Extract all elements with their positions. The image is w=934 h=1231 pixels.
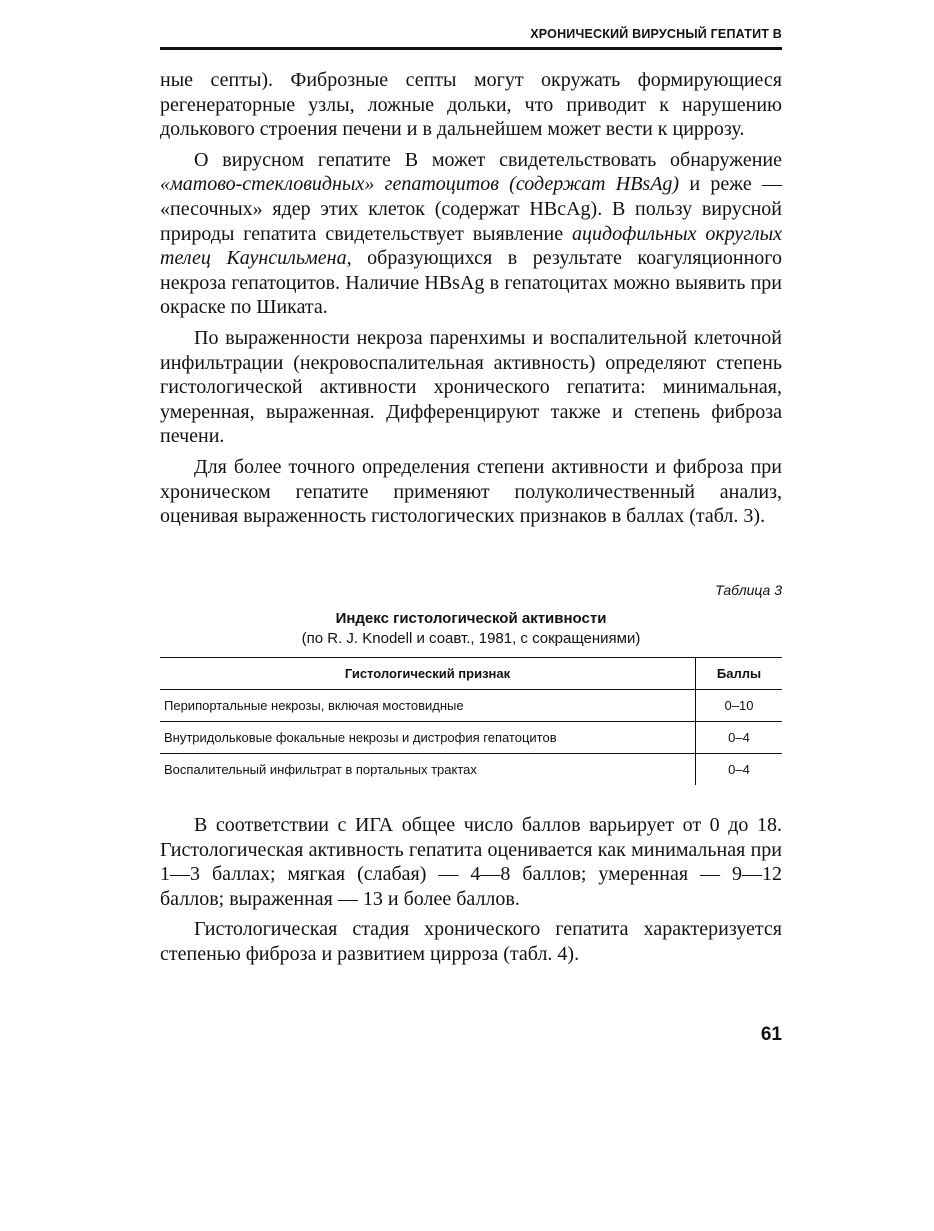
table-header-row — [160, 658, 782, 690]
paragraph-2-emphasis-2: ацидофильных округлых телец Каунсильмена — [160, 222, 782, 270]
row-3-score: 0–4 — [696, 754, 783, 786]
activity-index-table — [160, 657, 782, 785]
paragraph-1: ные септы). Фиброзные септы могут окружать формирующиеся регенераторные узлы, ложные дольки, что приводит к нарушению долькового строения печени и в дальнейшем может вести к циррозу. — [160, 69, 782, 141]
row-2-feature: Внутридольковые фокальные некрозы и дистрофия гепатоцитов — [160, 722, 696, 754]
paragraph-3: По выраженности некроза паренхимы и воспалительной клеточной инфильтрации (некровоспалительная активность) определяют степень гистологической активности хронического гепатита: минимальная, умеренная, выраженная. Дифференцируют также и степень фиброза печени. — [160, 326, 782, 448]
table-label: Таблица 3 — [715, 582, 782, 598]
row-1-score: 0–10 — [696, 690, 783, 722]
table-row — [160, 690, 782, 722]
body-text-bottom — [160, 813, 782, 973]
table-3 — [160, 582, 782, 785]
table-row — [160, 722, 782, 754]
paragraph-6: Гистологическая стадия хронического гепатита характеризуется степенью фиброза и развитием цирроза (табл. 4). — [160, 918, 782, 965]
row-3-feature: Воспалительный инфильтрат в портальных трактах — [164, 762, 477, 777]
row-1-feature: Перипортальные некрозы, включая мостовидные — [160, 690, 696, 722]
page-number: 61 — [760, 1024, 782, 1045]
body-text-top — [160, 68, 782, 535]
paragraph-2-part-b: и реже — «песочных» ядер этих клеток (содержат HBcAg). В пользу вирусной природы гепатита свидетельствует выявление — [160, 173, 783, 245]
paragraph-2 — [160, 148, 782, 320]
header-rule — [160, 47, 782, 50]
table-subtitle: (по R. J. Knodell и соавт., 1981, с сокращениями) — [301, 630, 641, 647]
table-title: Индекс гистологической активности — [335, 610, 607, 627]
row-2-score: 0–4 — [696, 722, 783, 754]
header-score: Баллы — [696, 658, 783, 690]
table-row — [160, 754, 782, 786]
paragraph-2-part-c: , образующихся в результате коагуляционного некроза гепатоцитов. Наличие HBsAg в гепатоцитах можно выявить при окраске по Шиката. — [160, 247, 782, 319]
paragraph-4: Для более точного определения степени активности и фиброза при хроническом гепатите применяют полуколичественный анализ, оценивая выраженность гистологических признаков в баллах (табл. 3). — [160, 455, 782, 528]
running-head: ХРОНИЧЕСКИЙ ВИРУСНЫЙ ГЕПАТИТ В — [530, 27, 782, 41]
paragraph-2-emphasis-1: «матово-стекловидных» гепатоцитов (содержат HBsAg) — [160, 173, 680, 196]
paragraph-5: В соответствии с ИГА общее число баллов варьирует от 0 до 18. Гистологическая активность гепатита оценивается как минимальная при 1—3 баллах; мягкая (слабая) — 4—8 баллов; умеренная — 9—12 баллов; выраженная — 13 и более баллов. — [160, 814, 782, 910]
header-feature: Гистологический признак — [160, 658, 696, 690]
paragraph-2-part-a: О вирусном гепатите В может свидетельствовать обнаружение — [194, 148, 782, 171]
